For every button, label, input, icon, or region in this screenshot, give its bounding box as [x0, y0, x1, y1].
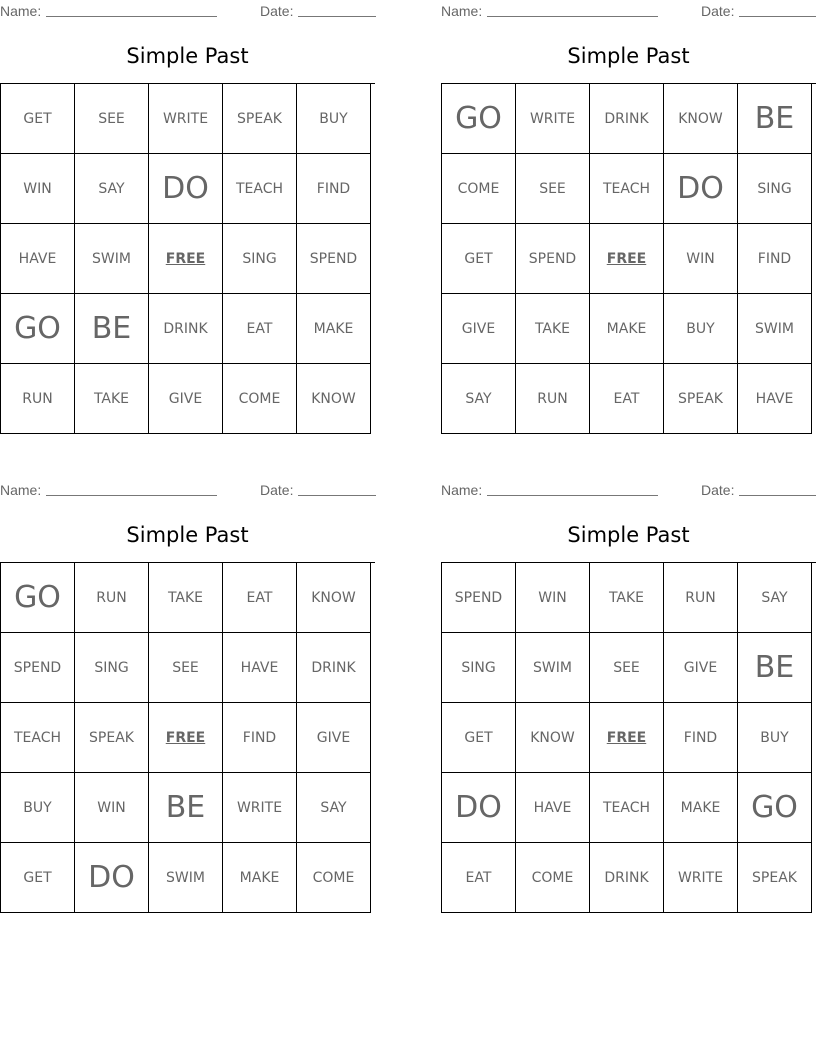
bingo-cell: FIND: [223, 703, 297, 773]
bingo-cell: SEE: [75, 84, 149, 154]
bingo-cell: BUY: [664, 294, 738, 364]
bingo-cell: SEE: [516, 154, 590, 224]
grid-row: [1, 703, 375, 773]
bingo-cell: SPEAK: [75, 703, 149, 773]
bingo-cell: KNOW: [297, 563, 371, 633]
bingo-cell: SAY: [738, 563, 812, 633]
bingo-cell: GIVE: [297, 703, 371, 773]
bingo-cell: BUY: [297, 84, 371, 154]
name-field: [487, 495, 658, 496]
card-header: [0, 479, 375, 499]
bingo-cell: GET: [442, 703, 516, 773]
bingo-cell: SPEAK: [738, 843, 812, 913]
card-title: Simple Past: [126, 523, 249, 547]
bingo-cell: SWIM: [75, 224, 149, 294]
grid-row: [442, 773, 816, 843]
date-label: Date:: [260, 482, 294, 498]
card-title: Simple Past: [126, 44, 249, 68]
bingo-cell: GO: [738, 773, 812, 843]
bingo-cell: GO: [1, 294, 75, 364]
bingo-cell: COME: [223, 364, 297, 434]
date-label: Date:: [260, 3, 294, 19]
bingo-cell: DRINK: [297, 633, 371, 703]
grid-row: [1, 294, 375, 364]
bingo-cell: SPEND: [442, 563, 516, 633]
name-field: [487, 16, 658, 17]
bingo-cell: SAY: [297, 773, 371, 843]
bingo-cell: DRINK: [590, 84, 664, 154]
date-label: Date:: [701, 3, 735, 19]
bingo-cell: FIND: [297, 154, 371, 224]
bingo-cell: SPEAK: [664, 364, 738, 434]
bingo-cell: TEACH: [590, 773, 664, 843]
bingo-cell: BUY: [1, 773, 75, 843]
bingo-cell: GIVE: [664, 633, 738, 703]
bingo-cell: SING: [442, 633, 516, 703]
bingo-cell: RUN: [516, 364, 590, 434]
bingo-cell: EAT: [223, 563, 297, 633]
grid-row: [442, 154, 816, 224]
bingo-card-4: [441, 479, 816, 913]
bingo-card-2: [441, 0, 816, 434]
grid-row: [442, 633, 816, 703]
bingo-cell: DO: [149, 154, 223, 224]
grid-row: [442, 843, 816, 913]
bingo-cell: KNOW: [516, 703, 590, 773]
date-field: [739, 495, 816, 496]
bingo-grid: [441, 83, 816, 434]
bingo-grid: [0, 562, 375, 913]
grid-row: [1, 773, 375, 843]
bingo-cell: SPEND: [297, 224, 371, 294]
date-field: [298, 495, 376, 496]
bingo-cell: DO: [442, 773, 516, 843]
bingo-cell: RUN: [1, 364, 75, 434]
grid-row: [442, 703, 816, 773]
bingo-cell: MAKE: [223, 843, 297, 913]
bingo-cell: WIN: [75, 773, 149, 843]
bingo-cell: DO: [75, 843, 149, 913]
grid-row: [1, 843, 375, 913]
bingo-cell: BE: [738, 633, 812, 703]
name-label: Name:: [441, 3, 483, 19]
free-space-cell: FREE: [149, 224, 223, 294]
name-field: [46, 16, 217, 17]
bingo-cell: HAVE: [738, 364, 812, 434]
bingo-cell: SAY: [442, 364, 516, 434]
grid-row: [442, 294, 816, 364]
grid-row: [1, 633, 375, 703]
bingo-cell: FIND: [664, 703, 738, 773]
bingo-cell: EAT: [223, 294, 297, 364]
bingo-grid: [441, 562, 816, 913]
bingo-cell: HAVE: [516, 773, 590, 843]
bingo-cell: COME: [516, 843, 590, 913]
bingo-cell: SWIM: [149, 843, 223, 913]
bingo-cell: GIVE: [149, 364, 223, 434]
free-space-cell: FREE: [590, 703, 664, 773]
bingo-cell: SWIM: [738, 294, 812, 364]
bingo-cell: MAKE: [297, 294, 371, 364]
bingo-cell: GET: [442, 224, 516, 294]
bingo-cell: DRINK: [149, 294, 223, 364]
bingo-cell: TAKE: [149, 563, 223, 633]
bingo-cell: SPEND: [516, 224, 590, 294]
bingo-cell: SPEND: [1, 633, 75, 703]
bingo-grid: [0, 83, 375, 434]
bingo-cell: EAT: [590, 364, 664, 434]
bingo-cell: HAVE: [1, 224, 75, 294]
bingo-cell: SEE: [590, 633, 664, 703]
grid-row: [1, 364, 375, 434]
bingo-cell: SEE: [149, 633, 223, 703]
bingo-cell: MAKE: [590, 294, 664, 364]
date-label: Date:: [701, 482, 735, 498]
bingo-cell: WRITE: [516, 84, 590, 154]
bingo-cell: RUN: [75, 563, 149, 633]
bingo-cell: GO: [442, 84, 516, 154]
bingo-cell: GET: [1, 843, 75, 913]
free-space-cell: FREE: [590, 224, 664, 294]
bingo-cell: KNOW: [297, 364, 371, 434]
free-space-cell: FREE: [149, 703, 223, 773]
bingo-cell: SWIM: [516, 633, 590, 703]
bingo-cell: WRITE: [223, 773, 297, 843]
bingo-cell: WIN: [664, 224, 738, 294]
bingo-cell: DO: [664, 154, 738, 224]
card-title: Simple Past: [567, 523, 690, 547]
grid-row: [442, 224, 816, 294]
bingo-cell: COME: [297, 843, 371, 913]
bingo-cell: TEACH: [1, 703, 75, 773]
name-label: Name:: [441, 482, 483, 498]
name-field: [46, 495, 217, 496]
bingo-cell: SING: [223, 224, 297, 294]
bingo-cell: GIVE: [442, 294, 516, 364]
bingo-cell: WIN: [1, 154, 75, 224]
card-header: [441, 479, 816, 499]
bingo-cell: TAKE: [75, 364, 149, 434]
grid-row: [1, 154, 375, 224]
card-title: Simple Past: [567, 44, 690, 68]
bingo-cell: EAT: [442, 843, 516, 913]
bingo-cell: WIN: [516, 563, 590, 633]
bingo-cell: SING: [75, 633, 149, 703]
bingo-cell: BUY: [738, 703, 812, 773]
bingo-cell: FIND: [738, 224, 812, 294]
bingo-card-3: [0, 479, 375, 913]
bingo-cell: BE: [75, 294, 149, 364]
date-field: [739, 16, 816, 17]
bingo-cell: WRITE: [149, 84, 223, 154]
bingo-card-1: [0, 0, 375, 434]
bingo-cell: HAVE: [223, 633, 297, 703]
date-field: [298, 16, 376, 17]
bingo-cell: MAKE: [664, 773, 738, 843]
card-header: [441, 0, 816, 20]
bingo-cell: COME: [442, 154, 516, 224]
bingo-cell: DRINK: [590, 843, 664, 913]
bingo-cell: BE: [738, 84, 812, 154]
bingo-cell: GET: [1, 84, 75, 154]
grid-row: [442, 84, 816, 154]
bingo-cell: SAY: [75, 154, 149, 224]
bingo-cell: SING: [738, 154, 812, 224]
grid-row: [1, 224, 375, 294]
bingo-cell: BE: [149, 773, 223, 843]
name-label: Name:: [0, 3, 42, 19]
grid-row: [442, 563, 816, 633]
bingo-cell: TEACH: [223, 154, 297, 224]
grid-row: [442, 364, 816, 434]
grid-row: [1, 563, 375, 633]
bingo-cell: SPEAK: [223, 84, 297, 154]
card-header: [0, 0, 375, 20]
bingo-cell: GO: [1, 563, 75, 633]
grid-row: [1, 84, 375, 154]
name-label: Name:: [0, 482, 42, 498]
bingo-cell: TEACH: [590, 154, 664, 224]
bingo-cell: KNOW: [664, 84, 738, 154]
bingo-cell: RUN: [664, 563, 738, 633]
bingo-cell: TAKE: [516, 294, 590, 364]
bingo-cell: WRITE: [664, 843, 738, 913]
bingo-cell: TAKE: [590, 563, 664, 633]
